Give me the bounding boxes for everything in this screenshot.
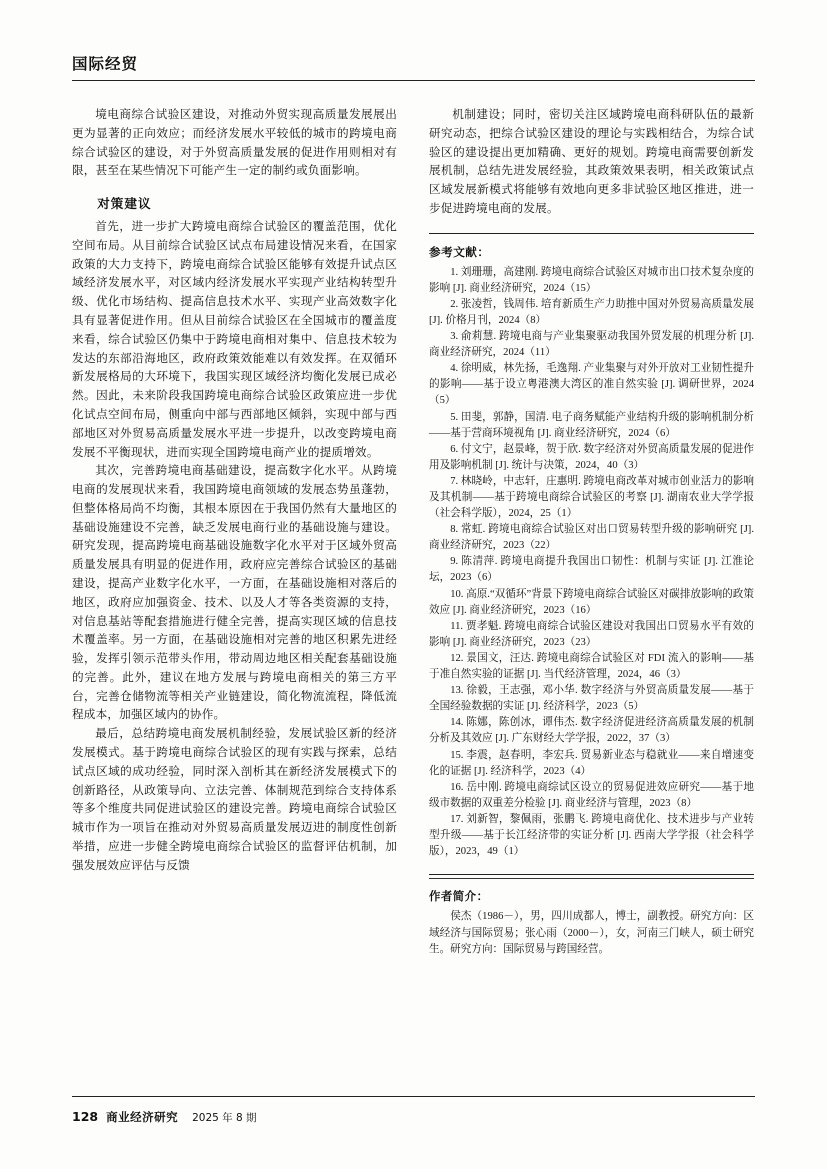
reference-item: 10. 高原.“双循环”背景下跨境电商综合试验区对碳排放影响的政策效应 [J]. 商业经济研究，2023（16）: [429, 588, 754, 616]
reference-item: 6. 付文宁，赵景峰，贺于欣. 数字经济对外贸高质量发展的促进作用及影响机制 [J]. 统计与决策，2024，40（3）: [429, 443, 754, 471]
issue-label: 2025 年 8 期: [192, 1112, 257, 1124]
page-header: [72, 52, 755, 81]
header-divider: [72, 80, 755, 81]
reference-item: 11. 贾孝魁. 跨境电商综合试验区建设对我国出口贸易水平有效的影响 [J]. 商业经济研究，2023（23）: [429, 620, 754, 648]
journal-name: 商业经济研究: [106, 1110, 179, 1124]
two-column-body: [72, 106, 755, 1086]
reference-item: 8. 常虹. 跨境电商综合试验区对出口贸易转型升级的影响研究 [J]. 商业经济研究，2023（22）: [429, 524, 754, 552]
reference-item: 15. 李震，赵春明，李宏兵. 贸易新业态与稳就业——来自增速变化的证据 [J]. 经济科学，2023（4）: [429, 749, 754, 777]
right-column: [429, 106, 754, 1086]
paragraph: 其次，完善跨境电商基础建设，提高数字化水平。从跨境电商的发展现状来看，我国跨境电商领域的发展态势虽蓬勃，但整体格局尚不均衡，其根本原因在于我国仍然有大量地区的基础设施建设不完善，缺乏发展电商行业的基础设施与建设。研究发现，提高跨境电商基础设施数字化水平对于区域外贸高质量发展具有明显的促进作用，政府应完善综合试验区的基础建设，提高产业数字化水平，一方面，在基础设施相对落后的地区，政府应加强资金、技术、以及人才等各类资源的支持，对信息基站等配套措施进行健全完善，提高实现区域的信息技术覆盖率。另一方面，在基础设施相对完善的地区积累先进经验，发挥引领示范带头作用，带动周边地区相关配套基础设施的完善。此外，建议在地方发展与跨境电商相关的第三方平台，完善仓储物流等相关产业链建设，简化物流流程，降低流程成本，加强区域内的协作。: [72, 464, 397, 722]
reference-item: 3. 俞莉慧. 跨境电商与产业集聚驱动我国外贸发展的机理分析 [J]. 商业经济研究，2024（11）: [429, 331, 754, 359]
paragraph: 境电商综合试验区建设，对推动外贸实现高质量发展展出更为显著的正向效应；而经济发展水平较低的城市的跨境电商综合试验区的建设，对于外贸高质量发展的促进作用则相对有限，甚至在某些情况下可能产生一定的制约或负面影响。: [72, 108, 397, 178]
reference-item: 13. 徐毅，王志强，邓小华. 数字经济与外贸高质量发展——基于全国经验数据的实证 [J]. 经济科学，2023（5）: [429, 685, 754, 713]
reference-item: 9. 陈清萍. 跨境电商提升我国出口韧性：机制与实证 [J]. 江淮论坛，2023（6）: [429, 556, 754, 584]
reference-item: 14. 陈娜，陈创冰，谭伟杰. 数字经济促进经济高质量发展的机制分析及其效应 [J]. 广东财经大学学报，2022，37（3）: [429, 717, 754, 745]
author-divider: [429, 878, 754, 879]
author-bio-section: [429, 874, 754, 958]
paragraph: 最后，总结跨境电商发展机制经验，发展试验区新的经济发展模式。基于跨境电商综合试验区的现有实践与探索，总结试点区域的成功经验，同时深入剖析其在新经济发展模式下的创新路径，从政策导向、立法完善、体制规范到综合支持体系等多个维度共同促进试验区的建设完善。跨境电商综合试验区城市作为一项旨在推动对外贸易高质量发展迈进的制度性创新举措，应进一步健全跨境电商综合试验区的监督评估机制，加强发展效应评估与反馈: [72, 727, 397, 872]
references-title: 参考文献：: [429, 244, 490, 259]
reference-item: 12. 景国文，汪达. 跨境电商综合试验区对 FDI 流入的影响——基于准自然实验的证据 [J]. 当代经济管理，2024，46（3）: [429, 652, 754, 681]
reference-item: 5. 田斐，郭静，国清. 电子商务赋能产业结构升级的影响机制分析——基于营商环境视角 [J]. 商业经济研究，2024（6）: [429, 411, 754, 439]
footer-divider: [72, 1096, 755, 1097]
paragraph: 首先，进一步扩大跨境电商综合试验区的覆盖范围，优化空间布局。从目前综合试验区试点布局建设情况来看，在国家政策的大力支持下，跨境电商综合试验区能够有效提升试点区域经济发展水平，对区域内经济发展水平实现产业结构转型升级、优化市场结构、提高信息技术水平、实现产业高效数字化具有显著促进作用。但从目前综合试验区在全国城市的覆盖度来看，综合试验区仍集中于跨境电商相对集中、信息技术较为发达的东部沿海地区，政府政策效能难以有效发挥。在双循环新发展格局的大环境下，我国实现区域经济均衡化发展已成必然。因此，未来阶段我国跨境电商综合试验区政策应进一步优化试点空间布局，侧重向中部与西部地区倾斜，实现中部与西部地区对外贸易高质量发展水平进一步提升，以改变跨境电商发展不平衡现状，进而实现全国跨境电商产业的提质增效。: [72, 220, 397, 459]
left-column: [72, 106, 397, 1086]
reference-item: 7. 林晓岭，中志轩，庄惠明. 跨境电商改革对城市创业活力的影响及其机制——基于跨境电商综合试验区的考察 [J]. 湖南农业大学学报（社会科学版），2024，25（1）: [429, 475, 754, 520]
author-bio-text: 侯杰（1986－），男，四川成都人，博士，副教授。研究方向：区域经济与国际贸易；张心雨（2000－），女，河南三门峡人，硕士研究生。研究方向：国际贸易与跨国经营。: [429, 911, 754, 955]
reference-item: 1. 刘珊珊，高建刚. 跨境电商综合试验区对城市出口技术复杂度的影响 [J]. 商业经济研究，2024（15）: [429, 266, 754, 294]
section-heading: 对策建议: [97, 196, 152, 212]
page-footer: [72, 1109, 755, 1125]
reference-item: 2. 张凌哲，钱周伟. 培育新质生产力助推中国对外贸易高质量发展 [J]. 价格月刊，2024（8）: [429, 298, 754, 326]
reference-item: 17. 刘新智，黎佩雨，张鹏飞. 跨境电商优化、技术进步与产业转型升级——基于长江经济带的实证分析 [J]. 西南大学学报（社会科学版），2023，49（1）: [429, 813, 754, 858]
page-number: 128: [72, 1109, 99, 1124]
reference-item: 4. 徐明威，林先扬，毛逸翔. 产业集聚与对外开放对工业韧性提升的影响——基于设立粤港澳大湾区的准自然实验 [J]. 调研世界，2024（5）: [429, 363, 754, 407]
header-title: 国际经贸: [72, 55, 139, 73]
references-section: [429, 233, 754, 860]
author-bio-title: 作者简介：: [429, 889, 489, 904]
paragraph: 机制建设；同时，密切关注区域跨境电商科研队伍的最新研究动态，把综合试验区建设的理论与实践相结合，为综合试验区的建设提出更加精确、更好的规划。跨境电商需要创新发展机制，总结先进发展经验，其政策效果表明，相关政策试点区域发展新模式将能够有效地向更多非试验区地区推进，进一步促进跨境电商的发展。: [429, 108, 754, 215]
reference-item: 16. 岳中刚. 跨境电商综试区设立的贸易促进效应研究——基于地级市数据的双重差分检验 [J]. 商业经济与管理，2023（8）: [429, 781, 754, 809]
